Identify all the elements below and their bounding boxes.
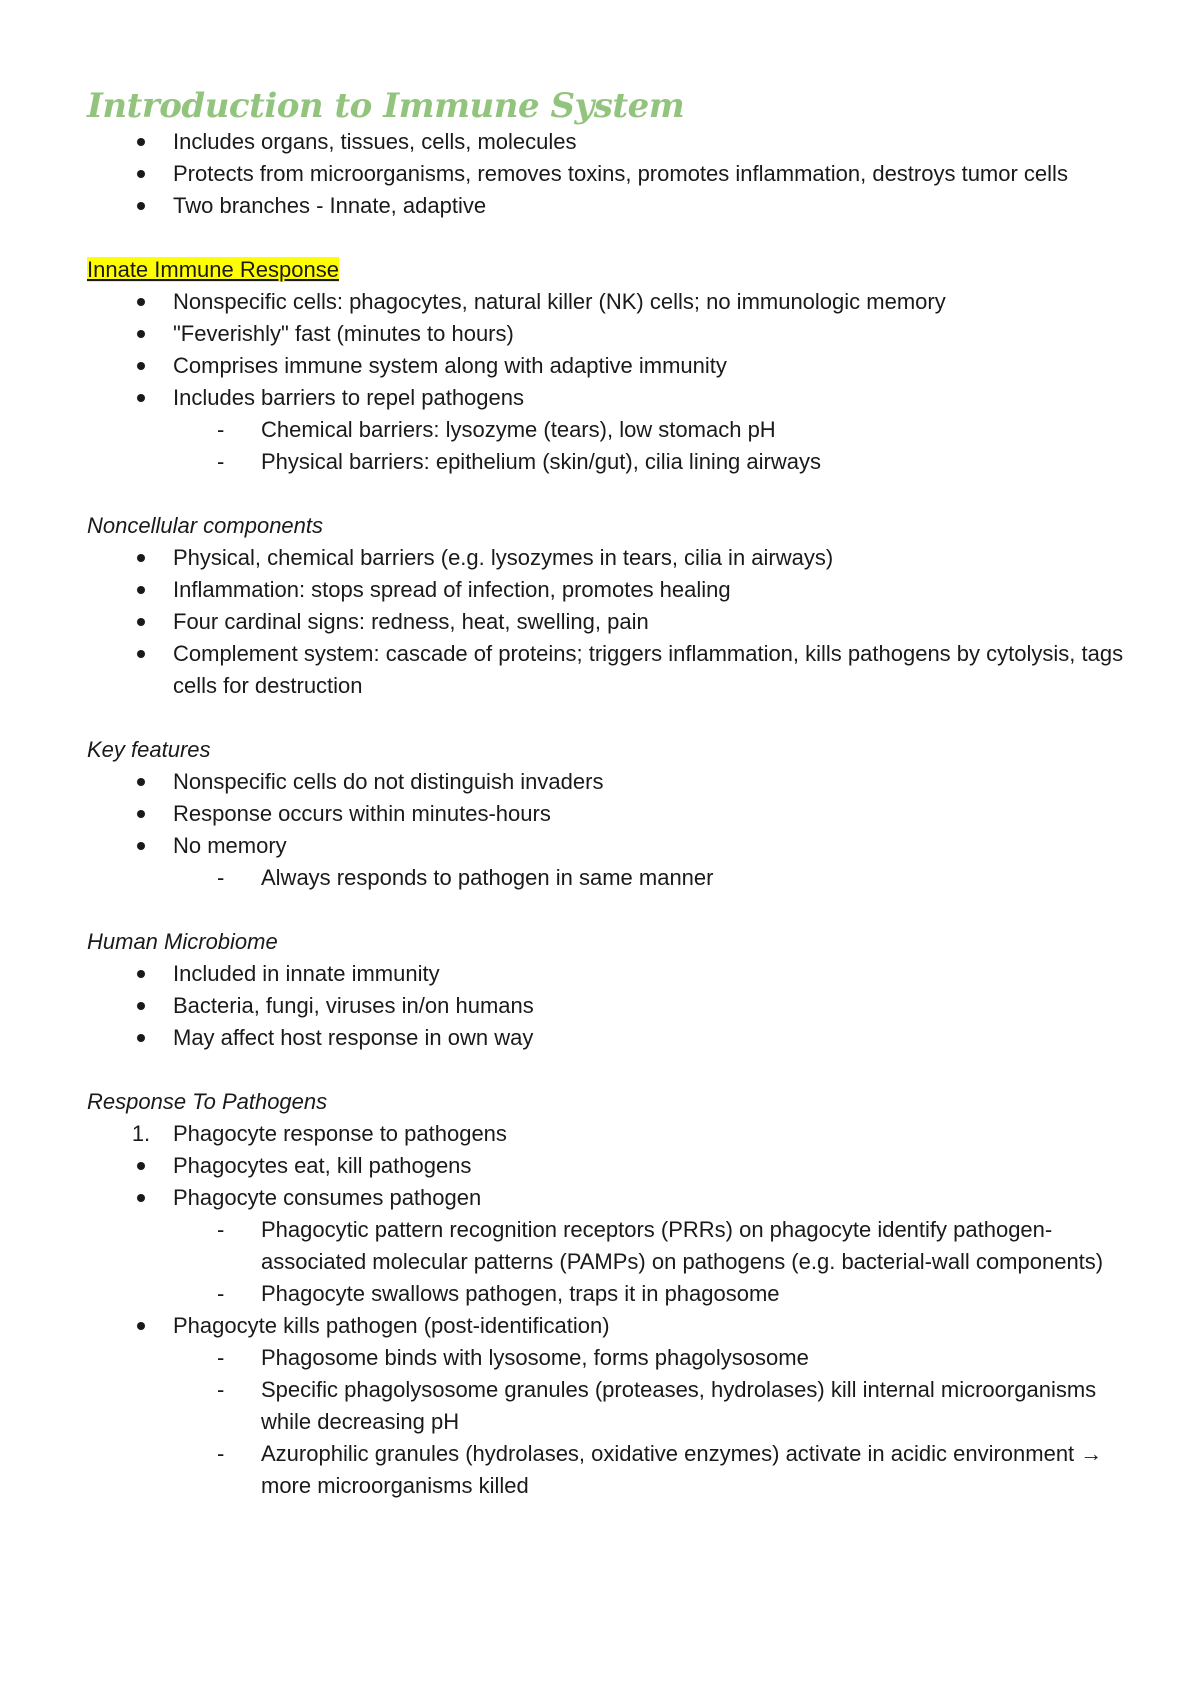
list-item: Comprises immune system along with adaptive immunity — [87, 350, 1127, 382]
section-heading-microbiome: Human Microbiome — [87, 929, 278, 954]
section-heading-response: Response To Pathogens — [87, 1089, 328, 1114]
list-item: Four cardinal signs: redness, heat, swelling, pain — [87, 606, 1127, 638]
section-heading-innate: Innate Immune Response — [87, 257, 339, 282]
sub-list-item: - Physical barriers: epithelium (skin/gut), cilia lining airways — [87, 446, 1127, 478]
bullet-icon — [131, 830, 151, 862]
bullet-icon — [131, 542, 151, 574]
list-item: Included in innate immunity — [87, 958, 1127, 990]
numbered-item: 1. Phagocyte response to pathogens — [87, 1118, 1127, 1150]
list-item: Two branches - Innate, adaptive — [87, 190, 1127, 222]
section-heading-noncellular: Noncellular components — [87, 513, 324, 538]
sub-list-item: - Phagosome binds with lysosome, forms phagolysosome — [87, 1342, 1127, 1374]
bullet-icon — [131, 382, 151, 414]
bullet-icon — [131, 126, 151, 158]
list-item: Includes barriers to repel pathogens — [87, 382, 1127, 414]
microbiome-list — [87, 958, 1127, 1054]
document-page — [87, 86, 1127, 1502]
list-item: Complement system: cascade of proteins; triggers inflammation, kills pathogens by cytolysis, tags cells for destruction — [87, 638, 1127, 702]
list-item: Nonspecific cells: phagocytes, natural killer (NK) cells; no immunologic memory — [87, 286, 1127, 318]
list-item: Inflammation: stops spread of infection, promotes healing — [87, 574, 1127, 606]
list-item: "Feverishly" fast (minutes to hours) — [87, 318, 1127, 350]
bullet-icon — [131, 990, 151, 1022]
noncellular-list — [87, 542, 1127, 702]
dash-marker: - — [217, 1217, 225, 1242]
section-heading-key-features: Key features — [87, 737, 211, 762]
bullet-icon — [131, 958, 151, 990]
bullet-icon — [131, 350, 151, 382]
number-marker: 1. — [131, 1121, 151, 1146]
bullet-icon — [131, 158, 151, 190]
bullet-icon — [131, 1022, 151, 1054]
page-title: Introduction to Immune System — [87, 86, 685, 126]
sub-list-item: - Phagocyte swallows pathogen, traps it in phagosome — [87, 1278, 1127, 1310]
innate-list — [87, 286, 1127, 478]
bullet-icon — [131, 574, 151, 606]
bullet-icon — [131, 1182, 151, 1214]
bullet-icon — [131, 286, 151, 318]
bullet-icon — [131, 190, 151, 222]
list-item: Includes organs, tissues, cells, molecules — [87, 126, 1127, 158]
sub-list-item: - Specific phagolysosome granules (proteases, hydrolases) kill internal microorganisms while decreasing pH — [87, 1374, 1127, 1438]
list-item: No memory — [87, 830, 1127, 862]
list-item: Protects from microorganisms, removes toxins, promotes inflammation, destroys tumor cells — [87, 158, 1127, 190]
bullet-icon — [131, 1150, 151, 1182]
intro-list — [87, 126, 1127, 222]
bullet-icon — [131, 766, 151, 798]
dash-marker: - — [217, 1441, 225, 1466]
bullet-icon — [131, 606, 151, 638]
bullet-icon — [131, 1310, 151, 1342]
list-item: Bacteria, fungi, viruses in/on humans — [87, 990, 1127, 1022]
dash-marker: - — [217, 1281, 225, 1306]
bullet-icon — [131, 318, 151, 350]
bullet-icon — [131, 638, 151, 670]
list-item: Phagocyte consumes pathogen — [87, 1182, 1127, 1214]
dash-marker: - — [217, 1377, 225, 1402]
list-item: Response occurs within minutes-hours — [87, 798, 1127, 830]
dash-marker: - — [217, 449, 225, 474]
dash-marker: - — [217, 1345, 225, 1370]
sub-list-item: - Azurophilic granules (hydrolases, oxidative enzymes) activate in acidic environment → more microorganisms killed — [87, 1438, 1127, 1502]
sub-list-item: - Always responds to pathogen in same manner — [87, 862, 1127, 894]
bullet-icon — [131, 798, 151, 830]
dash-marker: - — [217, 865, 225, 890]
list-item: Phagocytes eat, kill pathogens — [87, 1150, 1127, 1182]
list-item: May affect host response in own way — [87, 1022, 1127, 1054]
list-item: Physical, chemical barriers (e.g. lysozymes in tears, cilia in airways) — [87, 542, 1127, 574]
sub-list-item: - Phagocytic pattern recognition receptors (PRRs) on phagocyte identify pathogen-associated molecular patterns (PAMPs) on pathogens (e.g. bacterial-wall components) — [87, 1214, 1127, 1278]
sub-list-item: - Chemical barriers: lysozyme (tears), low stomach pH — [87, 414, 1127, 446]
list-item: Phagocyte kills pathogen (post-identification) — [87, 1310, 1127, 1342]
dash-marker: - — [217, 417, 225, 442]
list-item: Nonspecific cells do not distinguish invaders — [87, 766, 1127, 798]
key-features-list — [87, 766, 1127, 894]
response-list — [87, 1118, 1127, 1502]
